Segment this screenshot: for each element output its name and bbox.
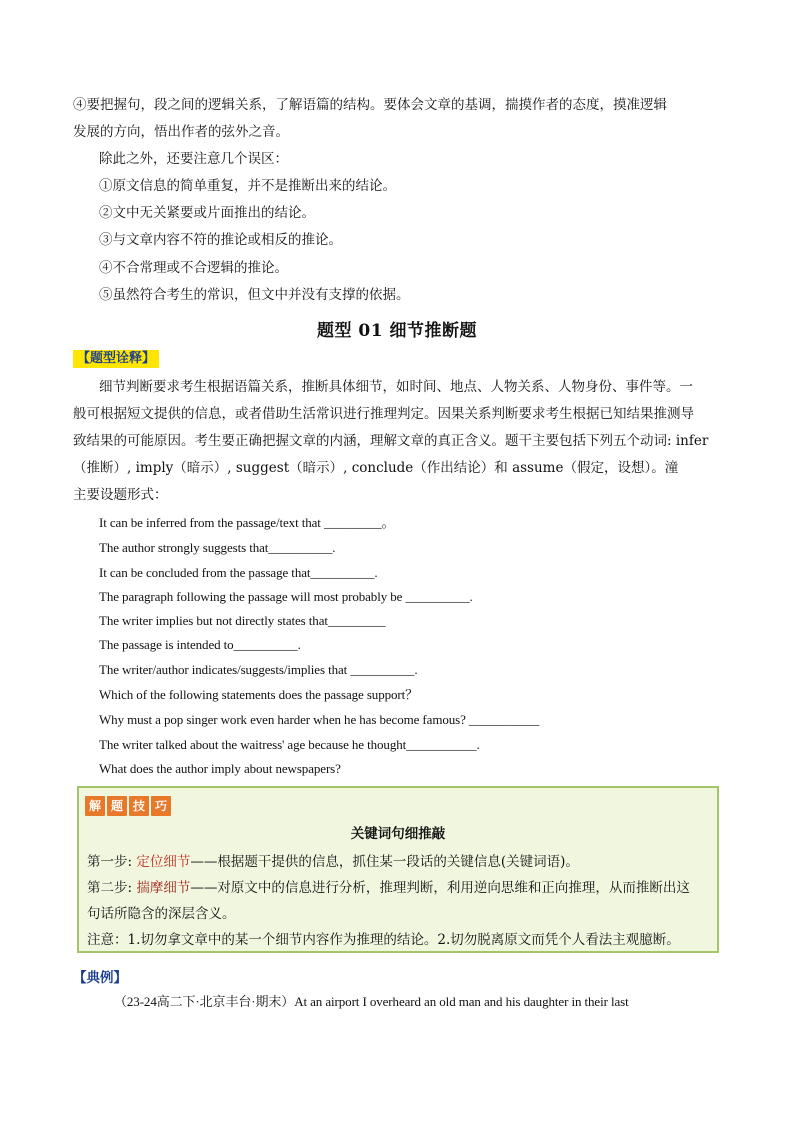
tips-badge: 题 [107, 796, 127, 816]
explain-line-2: 般可根据短文提供的信息，或者借助生活常识进行推理判定。因果关系判断要求考生根据已知结果推测导 [73, 406, 694, 422]
question-form: The writer implies but not directly states that_________ [99, 613, 386, 628]
explain-line-3: 致结果的可能原因。考生要正确把握文章的内涵，理解文章的真正含义。题干主要包括下列五个动词: infer [73, 433, 709, 449]
pitfall-item: ③与文章内容不符的推论或相反的推论。 [99, 232, 342, 248]
pitfall-item: ①原文信息的简单重复，并不是推断出来的结论。 [99, 178, 396, 194]
question-form: The passage is intended to__________. [99, 637, 301, 652]
tips-step-1 [87, 852, 579, 872]
pitfall-item: ②文中无关紧要或片面推出的结论。 [99, 205, 315, 221]
tips-badge: 巧 [151, 796, 171, 816]
pitfall-item: ⑤虽然符合考生的常识，但文中并没有支撑的依据。 [99, 287, 410, 303]
explain-tag: 【题型诠释】 [73, 350, 159, 368]
tips-note: 注意：1.切勿拿文章中的某一个细节内容作为推理的结论。2.切勿脱离原文而凭个人看法主观臆断。 [87, 932, 680, 948]
step-2-text: ——对原文中的信息进行分析，推理判断，利用逆向思维和正向推理，从而推断出这 [190, 880, 690, 896]
example-tag: 【典例】 [73, 970, 127, 986]
question-form: Why must a pop singer work even harder when he has become famous? ___________ [99, 712, 540, 727]
tips-step-2 [87, 878, 690, 898]
step-1-key: 定位细节 [136, 854, 191, 870]
question-form: The author strongly suggests that__________. [99, 540, 336, 555]
question-form: It can be concluded from the passage that__________. [99, 565, 378, 580]
explain-line-4: （推断）, imply（暗示）, suggest（暗示）, conclude（作出结论）和 assume（假定，设想）。潼 [73, 460, 679, 476]
question-form: It can be inferred from the passage/text that _________。 [99, 515, 395, 530]
step-1-prefix: 第一步: [87, 854, 137, 870]
tips-badge: 解 [85, 796, 105, 816]
question-form: The paragraph following the passage will most probably be __________. [99, 589, 473, 604]
tips-badges [85, 796, 171, 816]
step-1-text: ——根据题干提供的信息，抓住某一段话的关键信息(关键词语)。 [190, 854, 579, 870]
question-form: The writer/author indicates/suggests/implies that __________. [99, 662, 418, 677]
tips-title: 关键词句细推敲 [350, 826, 446, 842]
step-2-key: 揣摩细节 [136, 880, 191, 896]
besides-text: 除此之外，还要注意几个误区： [99, 151, 288, 167]
explain-line-1: 细节判断要求考生根据语篇关系，推断具体细节，如时间、地点、人物关系、人物身份、事件等。一 [99, 379, 693, 395]
point-4-line-2: 发展的方向，悟出作者的弦外之音。 [73, 124, 289, 140]
question-form: Which of the following statements does the passage support？ [99, 687, 419, 702]
section-title: 题型 01 细节推断题 [317, 321, 477, 341]
question-form: What does the author imply about newspapers? [99, 761, 341, 776]
question-form: The writer talked about the waitress' age because he thought___________. [99, 737, 480, 752]
tips-step-2-cont: 句话所隐含的深层含义。 [87, 906, 236, 922]
tips-badge: 技 [129, 796, 149, 816]
example-line: （23-24高二下·北京丰台·期末）At an airport I overheard an old man and his daughter in their last [114, 994, 629, 1009]
point-4-line-1: ④要把握句，段之间的逻辑关系，了解语篇的结构。要体会文章的基调，揣摸作者的态度，摸准逻辑 [73, 97, 667, 113]
step-2-prefix: 第二步: [87, 880, 137, 896]
explain-line-5: 主要设题形式： [73, 487, 168, 503]
tips-box [77, 786, 719, 953]
pitfall-item: ④不合常理或不合逻辑的推论。 [99, 260, 288, 276]
